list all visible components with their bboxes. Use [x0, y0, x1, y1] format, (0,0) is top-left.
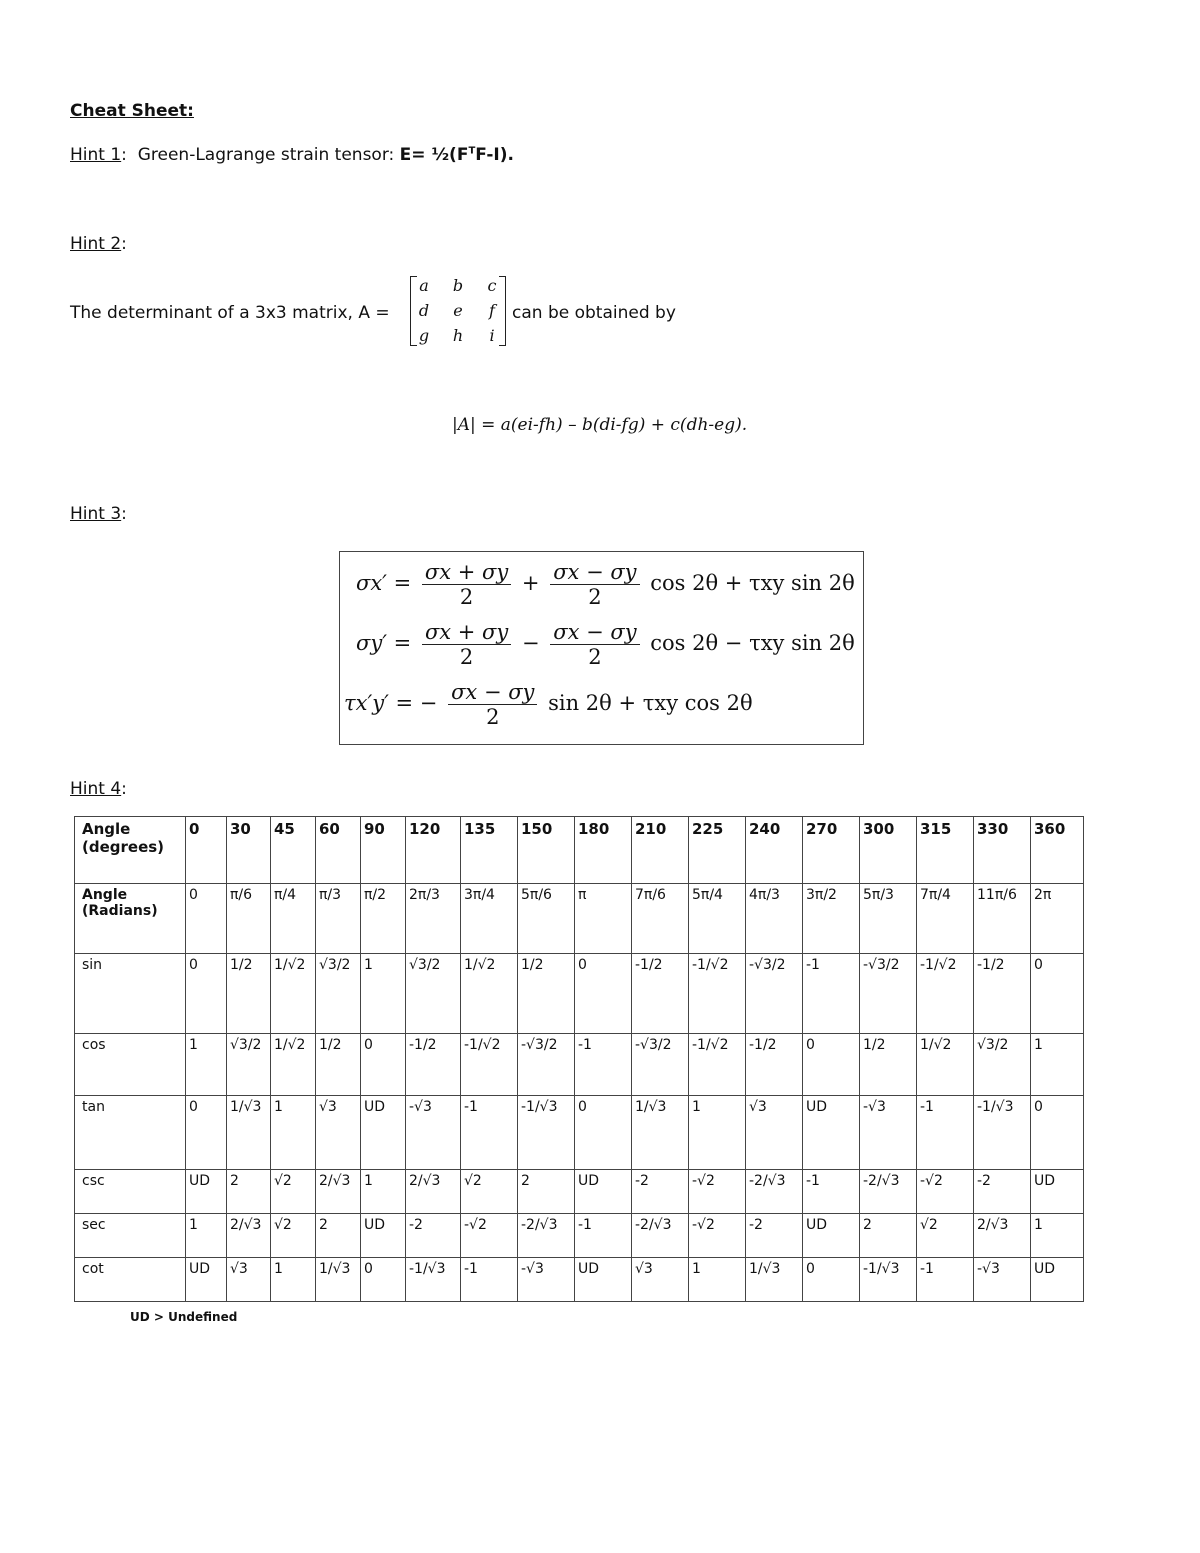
- table-cell: 0: [361, 1258, 406, 1302]
- table-cell: 0: [803, 1258, 860, 1302]
- table-cell: 330: [974, 817, 1031, 884]
- matrix-cell: b: [452, 276, 464, 295]
- table-cell: 1/√2: [461, 954, 518, 1034]
- table-cell: UD: [186, 1258, 227, 1302]
- table-cell: 1/√2: [271, 954, 316, 1034]
- table-cell: -√2: [461, 1214, 518, 1258]
- eq1-frac2: [550, 560, 639, 609]
- table-cell: 150: [518, 817, 575, 884]
- table-cell: 2/√3: [227, 1214, 271, 1258]
- table-cell: -1/√3: [860, 1258, 917, 1302]
- table-cell: 300: [860, 817, 917, 884]
- table-cell: 1: [361, 954, 406, 1034]
- table-cell: -√3/2: [860, 954, 917, 1034]
- hint1-formula-suffix: F-I).: [475, 145, 514, 165]
- table-cell: 2π: [1031, 884, 1084, 954]
- table-cell: 1/√2: [917, 1034, 974, 1096]
- table-cell: 2: [316, 1214, 361, 1258]
- table-cell: 0: [575, 954, 632, 1034]
- hint4-heading: [70, 779, 127, 799]
- table-cell: 210: [632, 817, 689, 884]
- table-cell: 2/√3: [316, 1170, 361, 1214]
- eq1-lhs: σx′ =: [356, 571, 412, 595]
- table-cell: π/3: [316, 884, 361, 954]
- table-cell: -1/√2: [689, 1034, 746, 1096]
- table-cell: 30: [227, 817, 271, 884]
- table-cell: 1/2: [860, 1034, 917, 1096]
- matrix-A: [408, 276, 508, 346]
- table-cell: π/6: [227, 884, 271, 954]
- eq2-frac2: [550, 620, 639, 669]
- table-row: [75, 884, 1084, 954]
- table-cell: π/4: [271, 884, 316, 954]
- table-cell: 1/√3: [632, 1096, 689, 1170]
- table-cell: 1/√3: [746, 1258, 803, 1302]
- table-cell: UD: [1031, 1170, 1084, 1214]
- table-cell: UD: [361, 1096, 406, 1170]
- table-cell: -√3: [974, 1258, 1031, 1302]
- table-cell: 240: [746, 817, 803, 884]
- table-cell: -1: [575, 1034, 632, 1096]
- row-label: Angle (Radians): [75, 884, 186, 954]
- table-cell: 2: [227, 1170, 271, 1214]
- table-cell: π/2: [361, 884, 406, 954]
- table-row: [75, 1214, 1084, 1258]
- table-cell: √3/2: [227, 1034, 271, 1096]
- table-cell: 1: [1031, 1034, 1084, 1096]
- table-cell: 7π/4: [917, 884, 974, 954]
- table-cell: -2: [406, 1214, 461, 1258]
- table-cell: 1/2: [518, 954, 575, 1034]
- hint1-text: Green-Lagrange strain tensor:: [137, 145, 400, 165]
- matrix-cell: d: [418, 301, 430, 320]
- table-cell: 0: [803, 1034, 860, 1096]
- table-cell: -1: [461, 1258, 518, 1302]
- table-cell: 0: [361, 1034, 406, 1096]
- eq1-num2: σx − σy: [550, 560, 639, 585]
- table-cell: 1: [186, 1214, 227, 1258]
- table-cell: -2: [632, 1170, 689, 1214]
- table-cell: 5π/3: [860, 884, 917, 954]
- eq1-den1: 2: [459, 585, 474, 609]
- table-cell: -1/√3: [518, 1096, 575, 1170]
- hint2-label: Hint 2: [70, 234, 122, 254]
- row-label: tan: [75, 1096, 186, 1170]
- table-cell: 270: [803, 817, 860, 884]
- eq2-op: −: [521, 631, 540, 655]
- table-cell: 0: [186, 817, 227, 884]
- hint3-heading: [70, 504, 127, 524]
- table-cell: -1/√3: [406, 1258, 461, 1302]
- table-cell: √2: [461, 1170, 518, 1214]
- table-cell: -2: [746, 1214, 803, 1258]
- table-cell: 1/2: [227, 954, 271, 1034]
- table-cell: -1: [575, 1214, 632, 1258]
- table-cell: UD: [1031, 1258, 1084, 1302]
- table-cell: 1: [271, 1096, 316, 1170]
- table-cell: -1: [803, 1170, 860, 1214]
- hint1-label: Hint 1: [70, 145, 122, 165]
- hint3-colon: :: [121, 504, 127, 524]
- eq2-den2: 2: [588, 645, 602, 669]
- eq3-num1: σx − σy: [448, 680, 537, 705]
- hint2-heading: [70, 234, 127, 254]
- row-label: cot: [75, 1258, 186, 1302]
- table-cell: 1: [1031, 1214, 1084, 1258]
- table-cell: -2/√3: [518, 1214, 575, 1258]
- matrix-cell: c: [487, 276, 497, 295]
- table-cell: -1/2: [974, 954, 1031, 1034]
- equation-tau-xy: [344, 680, 753, 729]
- table-cell: -1/2: [632, 954, 689, 1034]
- eq3-lhs: τx′y′ = −: [344, 691, 438, 715]
- table-cell: UD: [803, 1096, 860, 1170]
- table-cell: √2: [917, 1214, 974, 1258]
- table-cell: 0: [186, 954, 227, 1034]
- hint1-formula-sup: T: [468, 145, 476, 157]
- matrix-cell: a: [419, 276, 429, 295]
- table-cell: √3: [316, 1096, 361, 1170]
- table-cell: -2: [974, 1170, 1031, 1214]
- eq3-frac1: [448, 680, 537, 729]
- stress-transformation-box: [339, 551, 864, 745]
- table-cell: 180: [575, 817, 632, 884]
- table-cell: √3/2: [974, 1034, 1031, 1096]
- table-cell: 0: [186, 884, 227, 954]
- hint1-colon: :: [121, 145, 127, 165]
- table-cell: 5π/4: [689, 884, 746, 954]
- table-cell: -1/√2: [461, 1034, 518, 1096]
- matrix-cell: f: [489, 301, 495, 320]
- table-cell: -1: [917, 1096, 974, 1170]
- table-row: [75, 1258, 1084, 1302]
- table-cell: π: [575, 884, 632, 954]
- table-cell: -√3/2: [746, 954, 803, 1034]
- table-cell: -1/2: [746, 1034, 803, 1096]
- eq2-lhs: σy′ =: [356, 631, 412, 655]
- table-cell: 315: [917, 817, 974, 884]
- table-cell: 135: [461, 817, 518, 884]
- table-cell: -√3/2: [518, 1034, 575, 1096]
- eq1-den2: 2: [588, 585, 602, 609]
- table-cell: 1: [186, 1034, 227, 1096]
- table-cell: 11π/6: [974, 884, 1031, 954]
- hint1-line: [70, 145, 514, 165]
- table-row: [75, 817, 1084, 884]
- eq3-den1: 2: [486, 705, 500, 729]
- table-cell: -1: [461, 1096, 518, 1170]
- determinant-formula: |A| = a(ei-fh) – b(di-fg) + c(dh-eg).: [452, 415, 748, 435]
- table-cell: 0: [1031, 1096, 1084, 1170]
- eq2-frac1: [422, 620, 511, 669]
- table-cell: -2/√3: [746, 1170, 803, 1214]
- table-cell: 360: [1031, 817, 1084, 884]
- matrix-cell: g: [418, 326, 430, 345]
- table-cell: 1/√3: [316, 1258, 361, 1302]
- table-cell: -√2: [917, 1170, 974, 1214]
- equation-sigma-x: [356, 560, 855, 609]
- table-cell: 2: [860, 1214, 917, 1258]
- eq1-op: +: [521, 571, 540, 595]
- table-cell: -√3: [406, 1096, 461, 1170]
- row-label: sec: [75, 1214, 186, 1258]
- row-label: Angle (degrees): [75, 817, 186, 884]
- table-cell: 1: [689, 1258, 746, 1302]
- row-label: cos: [75, 1034, 186, 1096]
- table-cell: 225: [689, 817, 746, 884]
- matrix-cell: e: [453, 301, 463, 320]
- table-cell: 3π/2: [803, 884, 860, 954]
- table-cell: 1: [689, 1096, 746, 1170]
- table-cell: 1: [271, 1258, 316, 1302]
- table-cell: -1/√2: [917, 954, 974, 1034]
- table-cell: 60: [316, 817, 361, 884]
- table-cell: √3: [746, 1096, 803, 1170]
- table-cell: UD: [575, 1258, 632, 1302]
- table-cell: -2/√3: [632, 1214, 689, 1258]
- table-cell: 3π/4: [461, 884, 518, 954]
- eq2-den1: 2: [459, 645, 474, 669]
- hint4-colon: :: [121, 779, 127, 799]
- table-cell: -√2: [689, 1170, 746, 1214]
- hint3-label: Hint 3: [70, 504, 122, 524]
- eq2-tail: cos 2θ − τxy sin 2θ: [650, 631, 855, 655]
- table-cell: √3/2: [316, 954, 361, 1034]
- table-row: [75, 954, 1084, 1034]
- table-cell: UD: [361, 1214, 406, 1258]
- table-cell: 2: [518, 1170, 575, 1214]
- table-cell: √3/2: [406, 954, 461, 1034]
- table-row: [75, 1034, 1084, 1096]
- page-title: Cheat Sheet:: [70, 101, 194, 121]
- table-cell: 1/√2: [271, 1034, 316, 1096]
- table-cell: -√2: [689, 1214, 746, 1258]
- matrix-cell: i: [489, 326, 495, 345]
- table-cell: √3: [632, 1258, 689, 1302]
- table-cell: 0: [1031, 954, 1084, 1034]
- table-cell: 0: [575, 1096, 632, 1170]
- table-cell: -√3/2: [632, 1034, 689, 1096]
- table-cell: √2: [271, 1170, 316, 1214]
- table-cell: 7π/6: [632, 884, 689, 954]
- table-cell: 2π/3: [406, 884, 461, 954]
- table-cell: 5π/6: [518, 884, 575, 954]
- table-row: [75, 1170, 1084, 1214]
- table-cell: -1/2: [406, 1034, 461, 1096]
- table-cell: -1/√2: [689, 954, 746, 1034]
- table-cell: UD: [186, 1170, 227, 1214]
- trig-table: [74, 816, 1084, 1302]
- hint2-sentence-start: The determinant of a 3x3 matrix, A =: [70, 303, 390, 323]
- eq1-frac1: [422, 560, 511, 609]
- table-cell: √2: [271, 1214, 316, 1258]
- eq2-num1: σx + σy: [422, 620, 511, 645]
- table-cell: -1: [803, 954, 860, 1034]
- table-cell: -1/√3: [974, 1096, 1031, 1170]
- table-cell: √3: [227, 1258, 271, 1302]
- table-cell: UD: [803, 1214, 860, 1258]
- table-row: [75, 1096, 1084, 1170]
- equation-sigma-y: [356, 620, 855, 669]
- table-cell: 90: [361, 817, 406, 884]
- table-cell: -√3: [518, 1258, 575, 1302]
- eq1-tail: cos 2θ + τxy sin 2θ: [650, 571, 855, 595]
- hint4-label: Hint 4: [70, 779, 122, 799]
- table-cell: -√3: [860, 1096, 917, 1170]
- undefined-note: UD > Undefined: [130, 1310, 238, 1324]
- table-cell: -2/√3: [860, 1170, 917, 1214]
- row-label: csc: [75, 1170, 186, 1214]
- table-cell: 0: [186, 1096, 227, 1170]
- hint2-colon: :: [121, 234, 127, 254]
- table-cell: 45: [271, 817, 316, 884]
- table-cell: 1: [361, 1170, 406, 1214]
- row-label: sin: [75, 954, 186, 1034]
- table-cell: -1: [917, 1258, 974, 1302]
- hint1-formula-prefix: E= ½(F: [399, 145, 469, 165]
- table-cell: 1/2: [316, 1034, 361, 1096]
- table-cell: 2/√3: [974, 1214, 1031, 1258]
- table-cell: 1/√3: [227, 1096, 271, 1170]
- table-cell: UD: [575, 1170, 632, 1214]
- matrix-cell: h: [452, 326, 464, 345]
- table-cell: 4π/3: [746, 884, 803, 954]
- table-cell: 120: [406, 817, 461, 884]
- eq1-num1: σx + σy: [422, 560, 511, 585]
- eq3-tail: sin 2θ + τxy cos 2θ: [548, 691, 753, 715]
- eq2-num2: σx − σy: [550, 620, 639, 645]
- table-cell: 2/√3: [406, 1170, 461, 1214]
- hint2-sentence-end: can be obtained by: [512, 303, 676, 323]
